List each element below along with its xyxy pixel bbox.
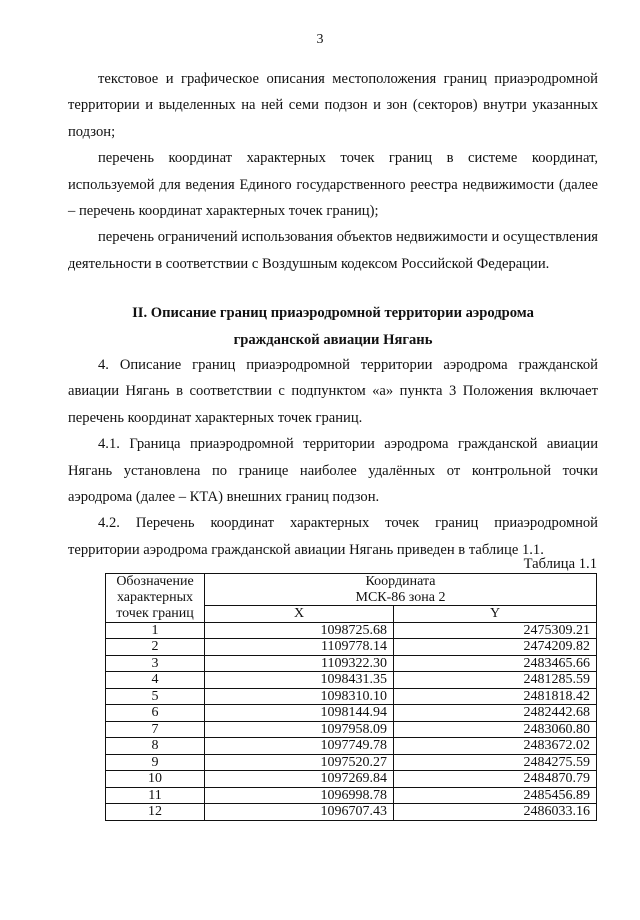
y-cell: 2474209.82 — [394, 639, 597, 656]
x-cell: 1097749.78 — [205, 738, 394, 755]
table-body — [106, 622, 597, 820]
table-row — [106, 738, 597, 755]
header-point-line: характерных — [116, 589, 194, 605]
table-row — [106, 688, 597, 705]
y-cell: 2475309.21 — [394, 622, 597, 639]
point-cell: 10 — [106, 771, 205, 788]
header-coordinate-line: Координата — [365, 574, 436, 589]
table-row — [106, 771, 597, 788]
section-heading-line: гражданской авиации Нягань — [233, 332, 433, 348]
header-point-line: точек границ — [116, 605, 194, 621]
y-cell: 2485456.89 — [394, 787, 597, 804]
y-cell: 2484870.79 — [394, 771, 597, 788]
table-row — [106, 754, 597, 771]
y-cell: 2482442.68 — [394, 705, 597, 722]
table-row — [106, 787, 597, 804]
intro-paragraph: перечень ограничений использования объектов недвижимости и осуществления деятельности в соответствии с Воздушным кодексом Российской Федерации. — [68, 229, 598, 272]
table-row — [106, 622, 597, 639]
y-cell: 2486033.16 — [394, 804, 597, 821]
x-cell: 1098310.10 — [205, 688, 394, 705]
table-row — [106, 672, 597, 689]
point-cell: 3 — [106, 655, 205, 672]
y-cell: 2483060.80 — [394, 721, 597, 738]
x-cell: 1096707.43 — [205, 804, 394, 821]
header-point-line: Обозначение — [116, 574, 194, 589]
x-cell: 1098144.94 — [205, 705, 394, 722]
section-paragraph: 4.1. Граница приаэродромной территории аэродрома гражданской авиации Нягань установлена по границе наиболее удалённых от контрольной точки аэродрома (далее – КТА) внешних границ подзон. — [68, 436, 598, 506]
header-point — [106, 574, 205, 623]
x-cell: 1098431.35 — [205, 672, 394, 689]
header-y: Y — [394, 606, 597, 623]
table-row — [106, 721, 597, 738]
x-cell: 1109322.30 — [205, 655, 394, 672]
header-x: X — [205, 606, 394, 623]
y-cell: 2483672.02 — [394, 738, 597, 755]
intro-text — [68, 66, 598, 277]
section-text — [68, 352, 598, 563]
point-cell: 11 — [106, 787, 205, 804]
point-cell: 2 — [106, 639, 205, 656]
y-cell: 2484275.59 — [394, 754, 597, 771]
point-cell: 7 — [106, 721, 205, 738]
x-cell: 1097958.09 — [205, 721, 394, 738]
x-cell: 1096998.78 — [205, 787, 394, 804]
point-cell: 12 — [106, 804, 205, 821]
x-cell: 1109778.14 — [205, 639, 394, 656]
point-cell: 5 — [106, 688, 205, 705]
table-row — [106, 639, 597, 656]
table-row — [106, 655, 597, 672]
page-number: 3 — [316, 32, 324, 47]
point-cell: 8 — [106, 738, 205, 755]
table-header-row — [106, 574, 597, 606]
x-cell: 1098725.68 — [205, 622, 394, 639]
section-heading — [68, 300, 598, 354]
table-row — [106, 804, 597, 821]
table-row — [106, 705, 597, 722]
point-cell: 9 — [106, 754, 205, 771]
point-cell: 1 — [106, 622, 205, 639]
table-caption: Таблица 1.1 — [523, 556, 597, 572]
intro-paragraph: текстовое и графическое описания местоположения границ приаэродромной территории и выделенных на ней семи подзон и зон (секторов) внутри указанных подзон; — [68, 71, 598, 140]
coordinates-table — [105, 573, 597, 821]
point-cell: 6 — [106, 705, 205, 722]
section-heading-line: II. Описание границ приаэродромной территории аэродрома — [132, 305, 534, 321]
section-paragraph: 4. Описание границ приаэродромной территории аэродрома гражданской авиации Нягань в соответствии с подпунктом «а» пункта 3 Положения включает перечень координат характерных точек границ. — [68, 357, 598, 426]
section-paragraph: 4.2. Перечень координат характерных точек границ приаэродромной территории аэродрома гражданской авиации Нягань приведен в таблице 1.1. — [68, 515, 598, 558]
point-cell: 4 — [106, 672, 205, 689]
header-coordinate — [205, 574, 597, 606]
x-cell: 1097269.84 — [205, 771, 394, 788]
y-cell: 2481285.59 — [394, 672, 597, 689]
y-cell: 2483465.66 — [394, 655, 597, 672]
y-cell: 2481818.42 — [394, 688, 597, 705]
intro-paragraph: перечень координат характерных точек границ в системе координат, используемой для ведения Единого государственного реестра недвижимости (далее – перечень координат характерных точек границ); — [68, 150, 598, 220]
header-coordinate-line: МСК-86 зона 2 — [355, 589, 446, 605]
x-cell: 1097520.27 — [205, 754, 394, 771]
